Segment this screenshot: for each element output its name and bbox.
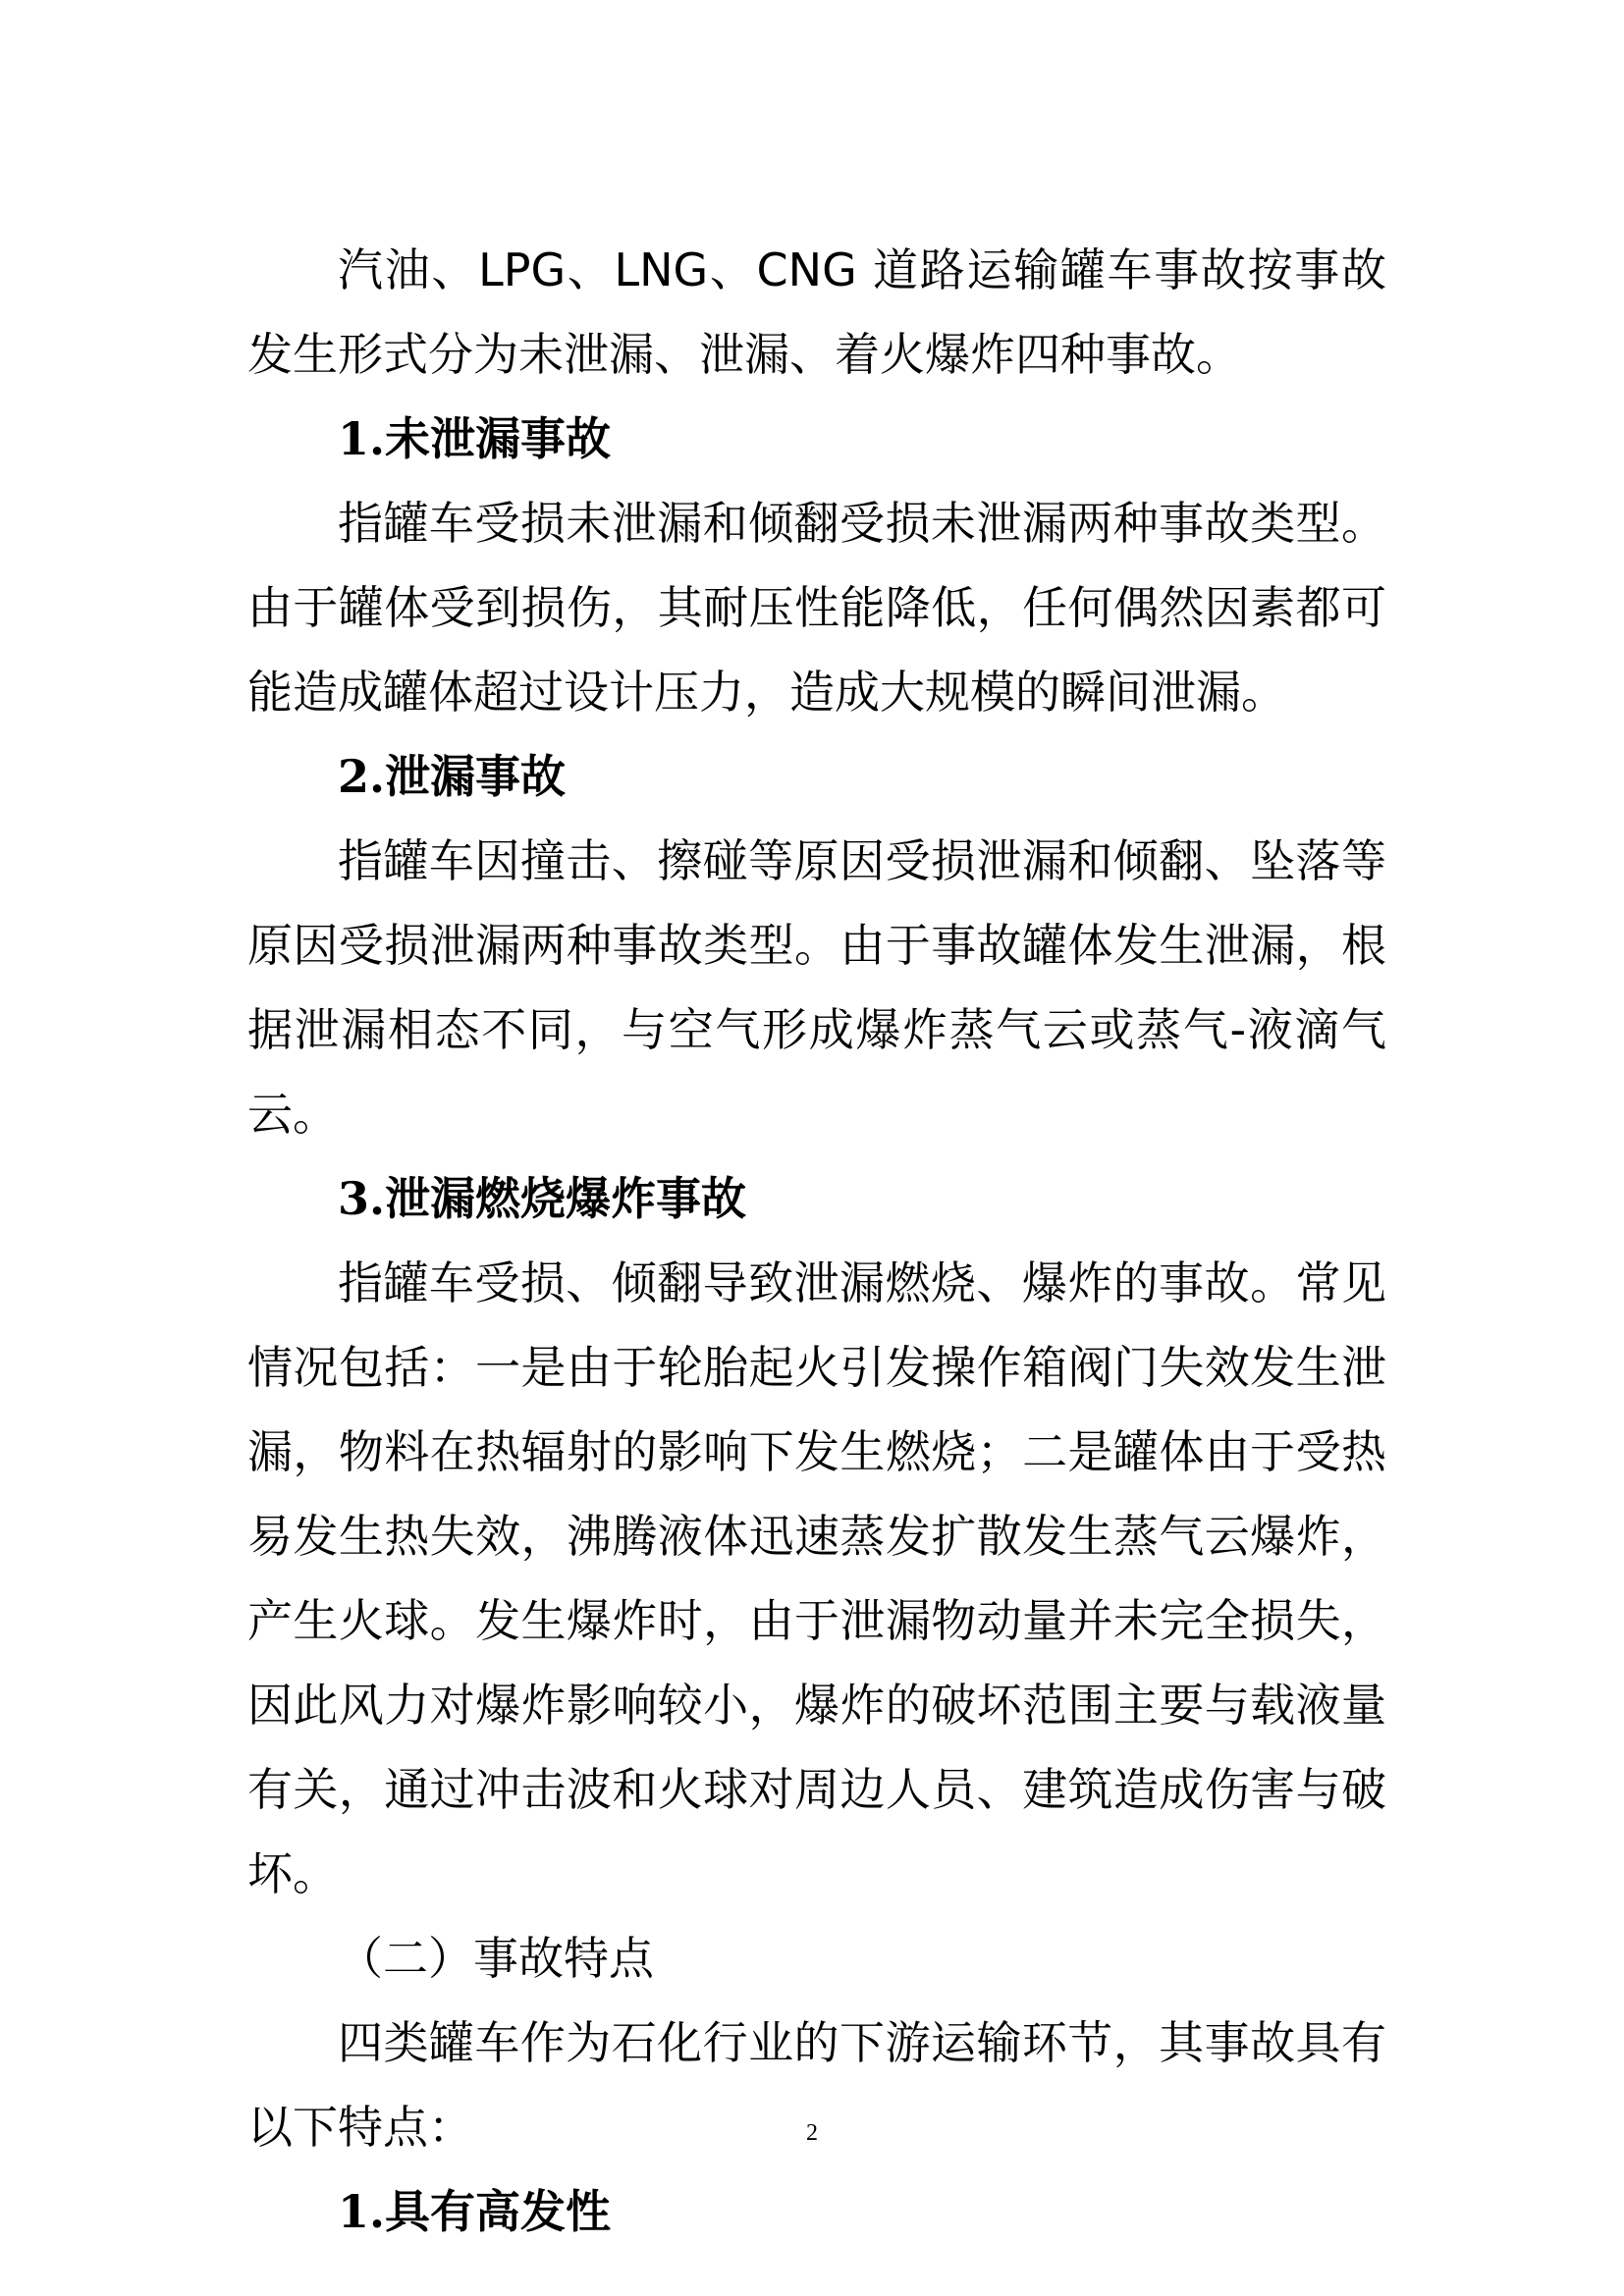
heading-number: 1.: [338, 2185, 386, 2238]
heading-leak-fire-explosion: [247, 1156, 1386, 1241]
paragraph-no-leak: 指罐车受损未泄漏和倾翻受损未泄漏两种事故类型。由于罐体受到损伤，其耐压性能降低，任何偶然因素都可能造成罐体超过设计压力，造成大规模的瞬间泄漏。: [247, 497, 1386, 719]
heading-high-frequency: [247, 2169, 1386, 2254]
paragraph-intro: 汽油、LPG、LNG、CNG 道路运输罐车事故按事故发生形式分为未泄漏、泄漏、着火爆炸四种事故。: [247, 243, 1386, 381]
heading-no-leak-accident: [247, 397, 1386, 481]
document-body: [247, 228, 1386, 2254]
heading-text: 泄漏燃烧爆炸事故: [385, 1172, 747, 1225]
section-heading-accident-features: （二）事故特点: [338, 1932, 654, 1985]
paragraph-leak: 指罐车因撞击、擦碰等原因受损泄漏和倾翻、坠落等原因受损泄漏两种事故类型。由于事故罐体发生泄漏，根据泄漏相态不同，与空气形成爆炸蒸气云或蒸气-液滴气云。: [247, 834, 1386, 1141]
heading-text: 泄漏事故: [385, 750, 567, 803]
paragraph-fire-explosion: 指罐车受损、倾翻导致泄漏燃烧、爆炸的事故。常见情况包括：一是由于轮胎起火引发操作箱阀门失效发生泄漏，物料在热辐射的影响下发生燃烧；二是罐体由于受热易发生热失效，沸腾液体迅速蒸发扩散发生蒸气云爆炸，产生火球。发生爆炸时，由于泄漏物动量并未完全损失，因此风力对爆炸影响较小，爆炸的破坏范围主要与载液量有关，通过冲击波和火球对周边人员、建筑造成伤害与破坏。: [247, 1256, 1386, 1900]
heading-number: 3.: [338, 1172, 386, 1225]
heading-number: 1.: [338, 412, 386, 465]
paragraph-features-intro: 四类罐车作为石化行业的下游运输环节，其事故具有以下特点：: [247, 2016, 1386, 2154]
heading-text: 具有高发性: [385, 2185, 612, 2238]
heading-text: 未泄漏事故: [385, 412, 612, 465]
page-number: 2: [806, 2120, 818, 2146]
heading-leak-accident: [247, 734, 1386, 819]
heading-number: 2.: [338, 750, 386, 803]
